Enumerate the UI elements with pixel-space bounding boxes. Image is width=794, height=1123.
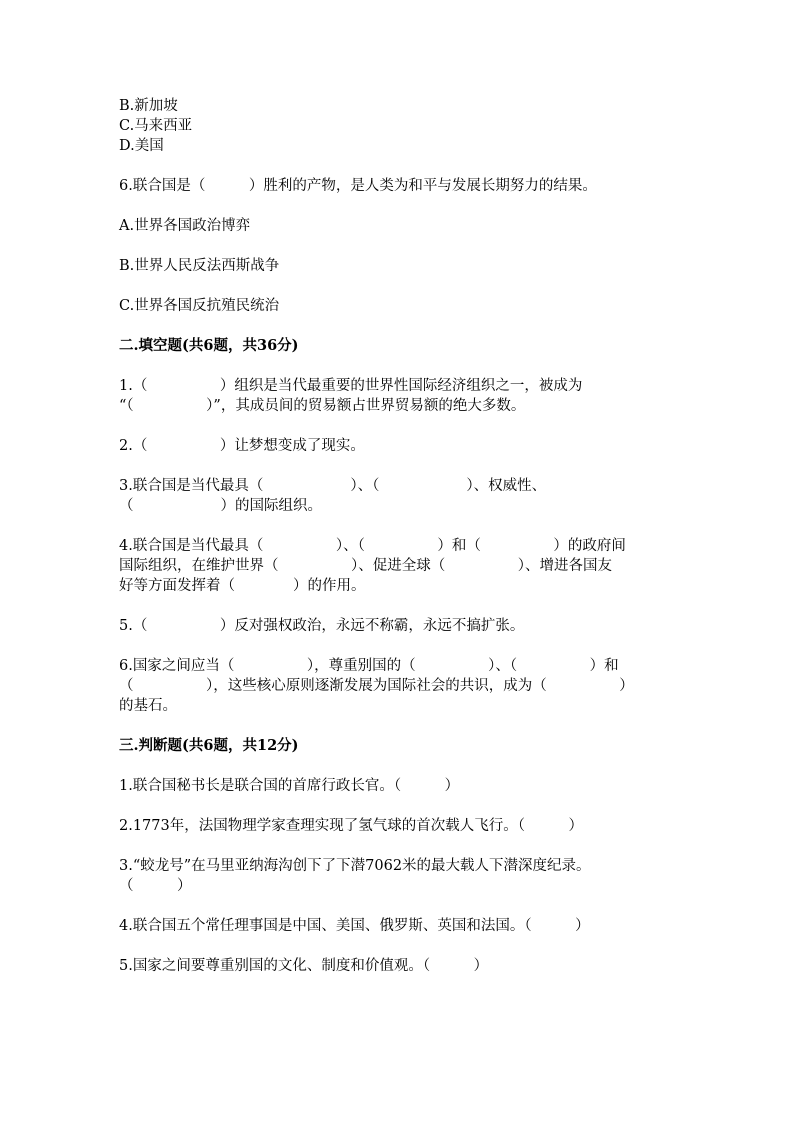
judge-question-1 <box>119 776 679 796</box>
question-6-option-b: B.世界人民反法西斯战争 <box>119 258 280 274</box>
fill-question-3-line-2: （ ）的国际组织。 <box>119 498 322 514</box>
exam-page <box>119 96 679 976</box>
question-6 <box>119 176 679 316</box>
fill-question-6-line-3: 的基石。 <box>119 698 177 714</box>
option-c: C.马来西亚 <box>119 118 193 134</box>
fill-question-2 <box>119 436 679 456</box>
judge-question-4-line-1: 4.联合国五个常任理事国是中国、美国、俄罗斯、英国和法国。（ ） <box>119 918 590 934</box>
fill-question-6-line-1: 6.国家之间应当（ ），尊重别国的（ ）、（ ）和 <box>119 658 619 674</box>
fill-question-6 <box>119 656 679 716</box>
judge-question-4 <box>119 916 679 936</box>
fill-question-2-line-1: 2.（ ）让梦想变成了现实。 <box>119 438 365 454</box>
fill-question-5 <box>119 616 679 636</box>
fill-question-3-line-1: 3.联合国是当代最具（ ）、（ ）、权威性、 <box>119 478 547 494</box>
section-2-title: 二.填空题(共6题，共36分) <box>119 337 299 354</box>
fill-question-4-line-1: 4.联合国是当代最具（ ）、（ ）和（ ）的政府间 <box>119 538 626 554</box>
fill-question-5-line-1: 5.（ ）反对强权政治，永远不称霸，永远不搞扩张。 <box>119 618 525 634</box>
question-5-options <box>119 96 679 156</box>
fill-question-1-line-2: “（ ）”，其成员间的贸易额占世界贸易额的绝大多数。 <box>119 398 526 414</box>
fill-question-3 <box>119 476 679 516</box>
judge-question-2-line-1: 2.1773年，法国物理学家查理实现了氢气球的首次载人飞行。（ ） <box>119 818 583 834</box>
judge-question-2 <box>119 816 679 836</box>
fill-question-4-line-2: 国际组织，在维护世界（ ）、促进全球（ ）、增进各国友 <box>119 558 612 574</box>
judge-question-3 <box>119 856 679 896</box>
fill-question-4-line-3: 好等方面发挥着（ ）的作用。 <box>119 578 366 594</box>
judge-question-3-line-1: 3.“蛟龙号”在马里亚纳海沟创下了下潜7062米的最大载人下潜深度纪录。 <box>119 858 591 874</box>
judge-question-1-line-1: 1.联合国秘书长是联合国的首席行政长官。（ ） <box>119 778 460 794</box>
fill-question-1-line-1: 1.（ ）组织是当代最重要的世界性国际经济组织之一，被成为 <box>119 378 583 394</box>
option-b: B.新加坡 <box>119 98 178 114</box>
section-3-title: 三.判断题(共6题，共12分) <box>119 737 299 754</box>
fill-question-4 <box>119 536 679 596</box>
fill-question-6-line-2: （ ），这些核心原则逐渐发展为国际社会的共识，成为（ ） <box>119 678 634 694</box>
judge-question-5-line-1: 5.国家之间要尊重别国的文化、制度和价值观。（ ） <box>119 958 489 974</box>
judge-question-3-line-2: （ ） <box>119 878 192 894</box>
question-6-option-a: A.世界各国政治博弈 <box>119 218 251 234</box>
question-6-stem: 6.联合国是（ ）胜利的产物，是人类为和平与发展长期努力的结果。 <box>119 178 597 194</box>
judge-question-5 <box>119 956 679 976</box>
question-6-option-c: C.世界各国反抗殖民统治 <box>119 298 280 314</box>
fill-question-1 <box>119 376 679 416</box>
option-d: D.美国 <box>119 138 164 154</box>
